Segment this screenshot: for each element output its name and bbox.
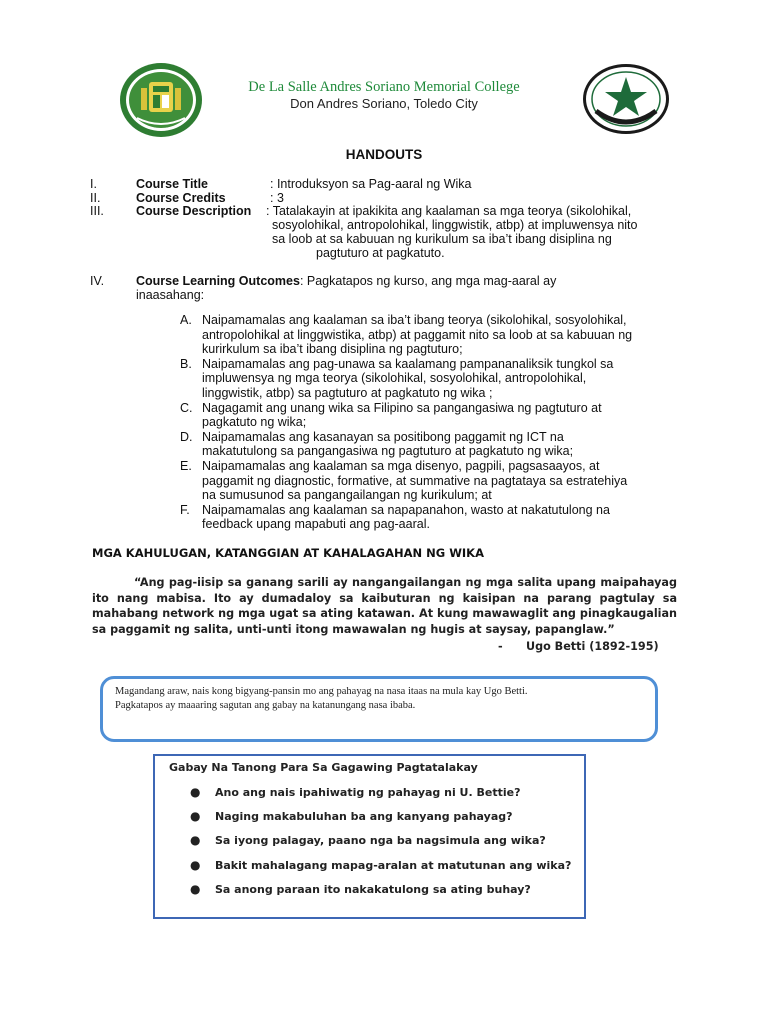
outcomes-heading [136,274,556,288]
outcome-line: makatutulong sa pangangasiwa ng pagtuturo at pagkatuto ng wika; [202,444,574,459]
outcome-letter: C. [180,400,193,415]
course-description-value: : Tatalakayin at ipakikita ang kaalaman sa mga teorya (sikolohikal, [266,204,632,218]
item-num: II. [90,191,101,205]
item-num: I. [90,177,97,191]
college-name: De La Salle Andres Soriano Memorial College [248,79,520,95]
outcome-line: antropolohikal at linggwistika, atbp) at paggamit nito sa loob at sa kabuuan ng [202,327,633,342]
list-item [190,786,571,810]
outcome-item [180,459,680,503]
outcome-letter: B. [180,356,192,371]
outcome-item [180,430,680,459]
outcome-line: Naipamamalas ang kasanayan sa positibong paggamit ng ICT na [202,429,564,444]
outcome-letter: F. [180,502,190,517]
course-description-cont: sosyolohikal, antropolohikal, linggwistik, atbp) at impluwensya nito [272,218,638,232]
outcome-letter: E. [180,458,192,473]
outcome-item [180,313,680,357]
outcomes-list [180,313,680,532]
outcome-line: Naipamamalas ang kaalaman sa iba’t ibang teorya (sikolohikal, sosyolohikal, [202,313,627,327]
course-title-label: Course Title [136,177,209,191]
outcome-line: impluwensya ng mga teorya (sikolohikal, sosyolohikal, antropolohikal, [202,371,587,386]
question-text: Sa iyong palagay, paano nga ba nagsimula ang wika? [215,834,546,848]
outcome-line: Naipamamalas ang kaalaman sa napapanahon, wasto at nakatutulong na [202,502,610,517]
list-item [190,810,571,834]
outcome-line: paggamit ng diagnostic, formative, at summative na pagtataya sa estratehiya [202,473,628,488]
outcomes-label: Course Learning Outcomes [136,274,300,288]
outcome-line: pagkatuto ng wika; [202,415,307,430]
course-title-value: : Introduksyon sa Pag-aaral ng Wika [270,177,472,191]
outcome-item [180,357,680,401]
guide-title: Gabay Na Tanong Para Sa Gagawing Pagtatalakay [169,761,478,774]
outcome-line: Naipamamalas ang pag-unawa sa kaalamang pampananaliksik tungkol sa [202,356,614,371]
outcomes-intro: : Pagkatapos ng kurso, ang mga mag-aaral ay [299,274,557,288]
bullet-icon: ● [190,833,201,848]
bullet-icon: ● [190,785,201,799]
bullet-icon: ● [190,857,201,872]
course-credits-value: : 3 [270,191,284,205]
outcomes-intro-cont: inaasahang: [136,288,205,302]
quote-author: - Ugo Betti (1892-195) [498,640,659,653]
quote-text: “Ang pag-iisip sa ganang sarili ay nangangailangan ng mga salita upang maipahayag ito nang mabisa. Ito ay dumadaloy sa kaibuturan ng kaisipan na parang pagtulay sa mahabang network ng mga ugat sa ating katawan. At kung mawawaglit ang pinagkaugalian sa paggamit ng salita, unti-unti itong mawawalan ng hugis at saysay, papanglaw.” [92,576,677,636]
college-address: Don Andres Soriano, Toledo City [290,96,478,111]
note-text [115,685,645,713]
note-line: Magandang araw, nais kong bigyang-pansin mo ang pahayag na nasa itaas na mula kay Ugo Betti. [115,686,528,697]
outcome-line: Nagagamit ang unang wika sa Filipino sa pangangasiwa ng pagtuturo at [202,400,602,415]
outcome-line: Naipamamalas ang kaalaman sa mga disenyo, pagpili, pagsasaayos, at [202,458,600,473]
outcome-item [180,503,680,532]
list-item [190,859,571,883]
guide-questions-list [190,786,571,907]
item-num: III. [90,204,104,218]
outcome-line: na sumusunod sa pangangailangan ng kurikulum; at [202,488,492,503]
outcome-line: linggwistik, atbp) sa pagtuturo at pagkatuto ng wika ; [202,385,493,400]
bullet-icon: ● [190,809,201,824]
outcome-line: kurirkulum sa iba’t ibang disiplina ng pagtuturo; [202,342,463,357]
course-description-label: Course Description [136,204,252,218]
question-text: Ano ang nais ipahiwatig ng pahayag ni U. Bettie? [215,786,521,799]
course-description-cont: pagtuturo at pagkatuto. [316,246,445,260]
outcome-item [180,401,680,430]
list-item [190,834,571,858]
question-text: Naging makabuluhan ba ang kanyang pahayag? [215,810,513,824]
outcome-letter: A. [180,313,192,327]
question-text: Sa anong paraan ito nakakatulong sa ating buhay? [215,882,531,896]
list-item [190,883,571,907]
outcome-line: feedback upang mapabuti ang pag-aaral. [202,517,430,532]
question-text: Bakit mahalagang mapag-aralan at matutunan ang wika? [215,858,572,872]
bullet-icon: ● [190,881,201,896]
page-title: HANDOUTS [345,147,423,162]
course-credits-label: Course Credits [136,191,226,205]
section-heading: MGA KAHULUGAN, KATANGGIAN AT KAHALAGAHAN NG WIKA [92,546,484,560]
outcome-letter: D. [180,429,193,444]
course-description-cont: sa loob at sa kabuuan ng kurikulum sa iba’t ibang disiplina ng [272,232,612,246]
note-line: Pagkatapos ay maaaring sagutan ang gabay na katanungang nasa ibaba. [115,700,416,711]
item-num: IV. [90,274,105,288]
